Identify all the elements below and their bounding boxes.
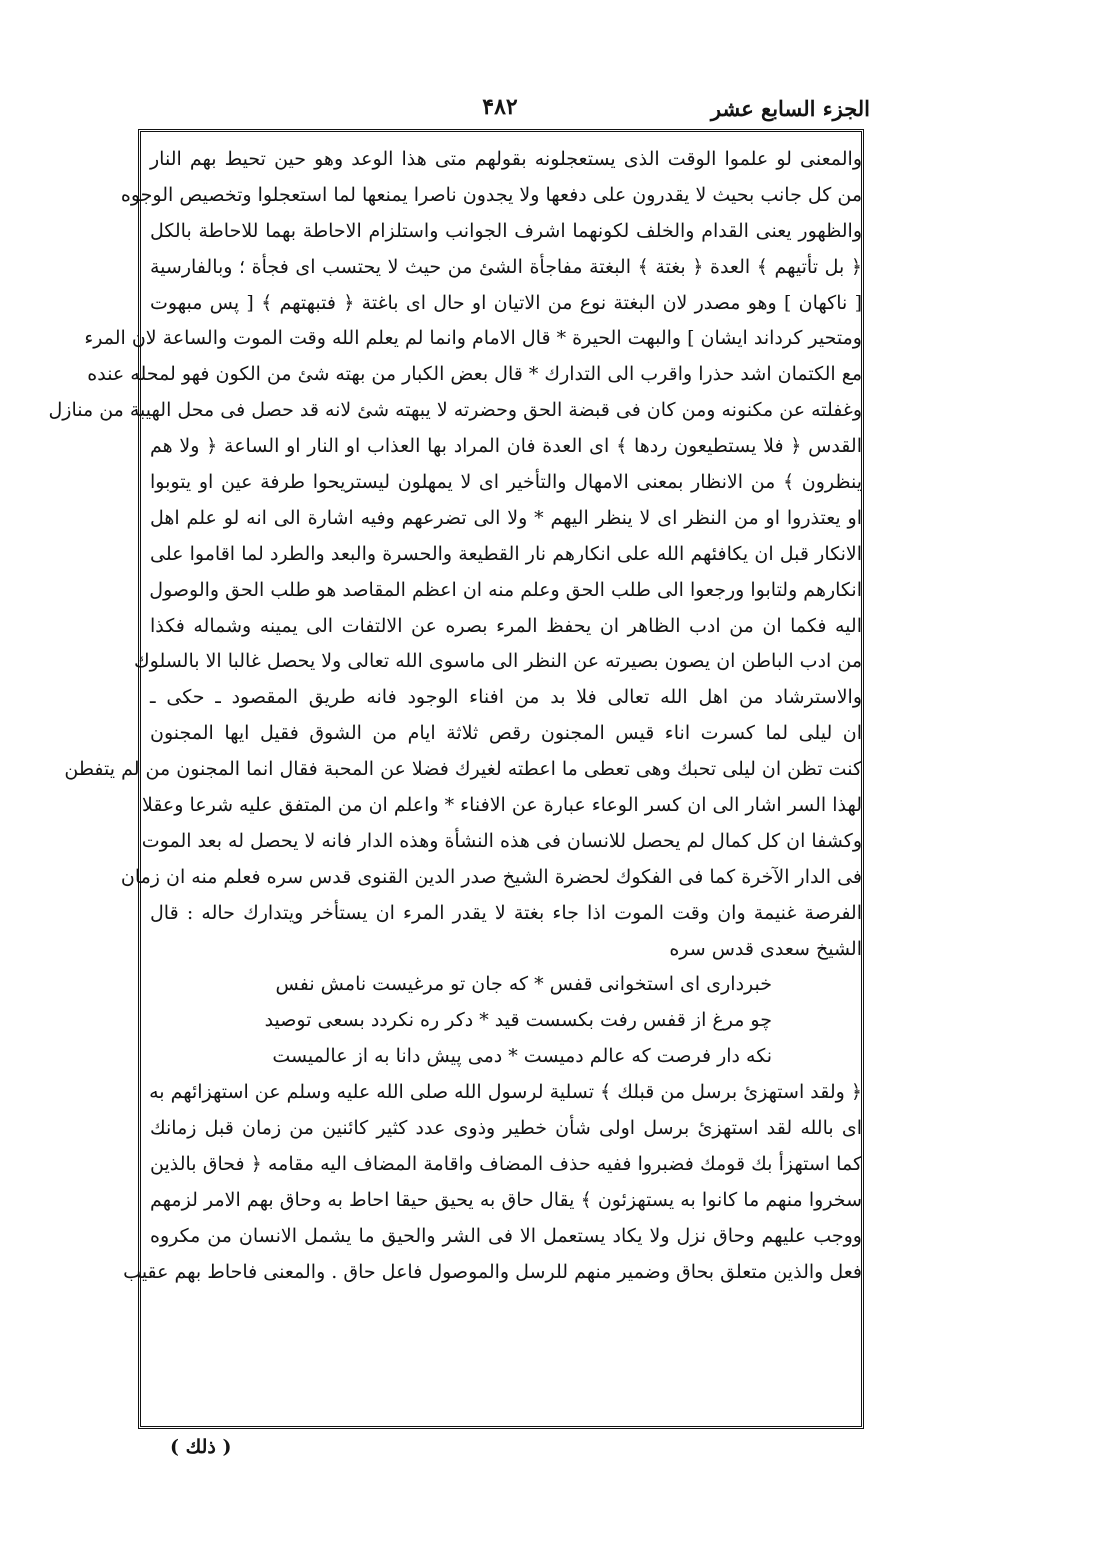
catchword: ( ذلك ) (170, 1436, 232, 1458)
page-header (130, 92, 870, 128)
text-line: وغفلته عن مكنونه ومن كان فى قبضة الحق وحضرته لا يبهته شئ لانه قد حصل فى محل الهيبة من منازل (48, 399, 862, 422)
text-line: كما استهزأ بك قومك فضبروا ففيه حذف المضاف واقامة المضاف اليه مقامه ﴿ فحاق بالذين (150, 1152, 862, 1175)
text-line: فعل والذين متعلق بحاق وضمير منهم للرسل والموصول فاعل حاق . والمعنى فاحاط بهم عقيب (123, 1260, 862, 1283)
text-line: مع الكتمان اشد حذرا واقرب الى التدارك * قال بعض الكبار من بهته شئ من الكون فهو لمحله عنده (87, 363, 862, 386)
verse-line: خبردارى اى استخوانى قفس * كه جان تو مرغيست نامش نفس (275, 973, 772, 996)
text-line: كنت تظن ان ليلى تحبك وهى تعطى ما اعطته لغيرك فضلا عن المحبة فقال انما المجنون من لم يتفطن (64, 758, 862, 781)
body-text (48, 142, 862, 1291)
page-number: ۴۸۲ (482, 94, 518, 120)
text-line: الشيخ سعدى قدس سره (669, 937, 862, 960)
text-line: والظهور يعنى القدام والخلف لكونهما اشرف الجوانب واستلزام الاحاطة بهما للاحاطة بالكل (150, 219, 862, 242)
text-line: لهذا السر اشار الى ان كسر الوعاء عبارة عن الافناء * واعلم ان من المتفق عليه شرعا وعقلا (141, 794, 862, 817)
text-line: او يعتذروا او من النظر اى لا ينظر اليهم * ولا الى تضرعهم وفيه اشارة الى انه لو علم اهل (150, 506, 862, 529)
verse-line: چو مرغ از قفس رفت بكسست قيد * دكر ره نكردد بسعى توصيد (264, 1009, 772, 1032)
text-line: سخروا منهم ما كانوا به يستهزئون ﴾ يقال حاق به يحيق حيقا احاط به وحاق بهم الامر لزمهم (150, 1188, 862, 1211)
verse-line: نكه دار فرصت كه عالم دميست * دمى پيش دانا به از عالميست (272, 1045, 772, 1068)
text-line: انكارهم ولتابوا ورجعوا الى طلب الحق وعلم منه ان اعظم المقاصد هو طلب الحق والوصول (149, 578, 862, 601)
text-line: ينظرون ﴾ من الانظار بمعنى الامهال والتأخير اى لا يمهلون ليستريحوا طرفة عين او يتوبوا (150, 471, 862, 494)
text-line: اى بالله لقد استهزئ برسل اولى شأن خطير وذوى عدد كثير كائنين من زمان قبل زمانك (150, 1117, 862, 1140)
verse-block (150, 967, 862, 1075)
text-line: ووجب عليهم وحاق نزل ولا يكاد يستعمل الا فى الشر والحيق ما يشمل الانسان من مكروه (150, 1224, 862, 1247)
text-line: ﴿ بل تأتيهم ﴾ العدة ﴿ بغتة ﴾ البغتة مفاجأة الشئ من حيث لا يحتسب اى فجأة ؛ وبالفارسية (150, 255, 862, 278)
text-line: من كل جانب بحيث لا يقدرون على دفعها ولا يجدون ناصرا يمنعها لما استعجلوا وتخصيص الوجوه (120, 183, 862, 206)
text-line: من ادب الباطن ان يصون بصيرته عن النظر الى ماسوى الله تعالى ولا يحصل غالبا الا بالسلوك (133, 650, 862, 673)
text-line: ان ليلى لما كسرت اناء قيس المجنون رقص ثلاثة ايام من الشوق فقيل ايها المجنون (150, 722, 862, 745)
text-line: ﴿ ولقد استهزئ برسل من قبلك ﴾ تسلية لرسول الله صلى الله عليه وسلم عن استهزائهم به (149, 1081, 862, 1104)
text-line: فى الدار الآخرة كما فى الفكوك لحضرة الشيخ صدر الدين القنوى قدس سره فعلم منه ان زمان (120, 865, 862, 888)
text-line: القدس ﴿ فلا يستطيعون ردها ﴾ اى العدة فان المراد بها العذاب او النار او الساعة ﴿ ولا هم (150, 435, 862, 458)
text-line: ومتحير كرداند ايشان ] والبهت الحيرة * قال الامام وانما لم يعلم الله وقت الموت والساعة لان المرء (84, 327, 862, 350)
text-line: اليه فكما ان من ادب الظاهر ان يحفظ المرء بصره عن الالتفات الى يمينه وشماله فكذا (150, 614, 862, 637)
running-title: الجزء السابع عشر (710, 96, 870, 121)
text-line: [ ناكهان ] وهو مصدر لان البغتة نوع من الاتيان او حال اى باغتة ﴿ فتبهتهم ﴾ [ پس مبهوت (150, 291, 862, 314)
text-line: وكشفا ان كل كمال لم يحصل للانسان فى هذه النشأة وهذه الدار فانه لا يحصل له بعد الموت (141, 829, 862, 852)
text-line: والمعنى لو علموا الوقت الذى يستعجلونه بقولهم متى هذا الوعد وهو حين تحيط بهم النار (150, 148, 862, 170)
text-line: الانكار قبل ان يكافئهم الله على انكارهم نار القطيعة والحسرة والبعد والطرد لما اقاموا على (150, 542, 862, 565)
text-line: الفرصة غنيمة وان وقت الموت اذا جاء بغتة لا يقدر المرء ان يستأخر ويتدارك حاله : قال (150, 901, 862, 924)
text-line: والاسترشاد من اهل الله تعالى فلا بد من افناء الوجود فانه طريق المقصود ـ حكى ـ (150, 686, 862, 709)
